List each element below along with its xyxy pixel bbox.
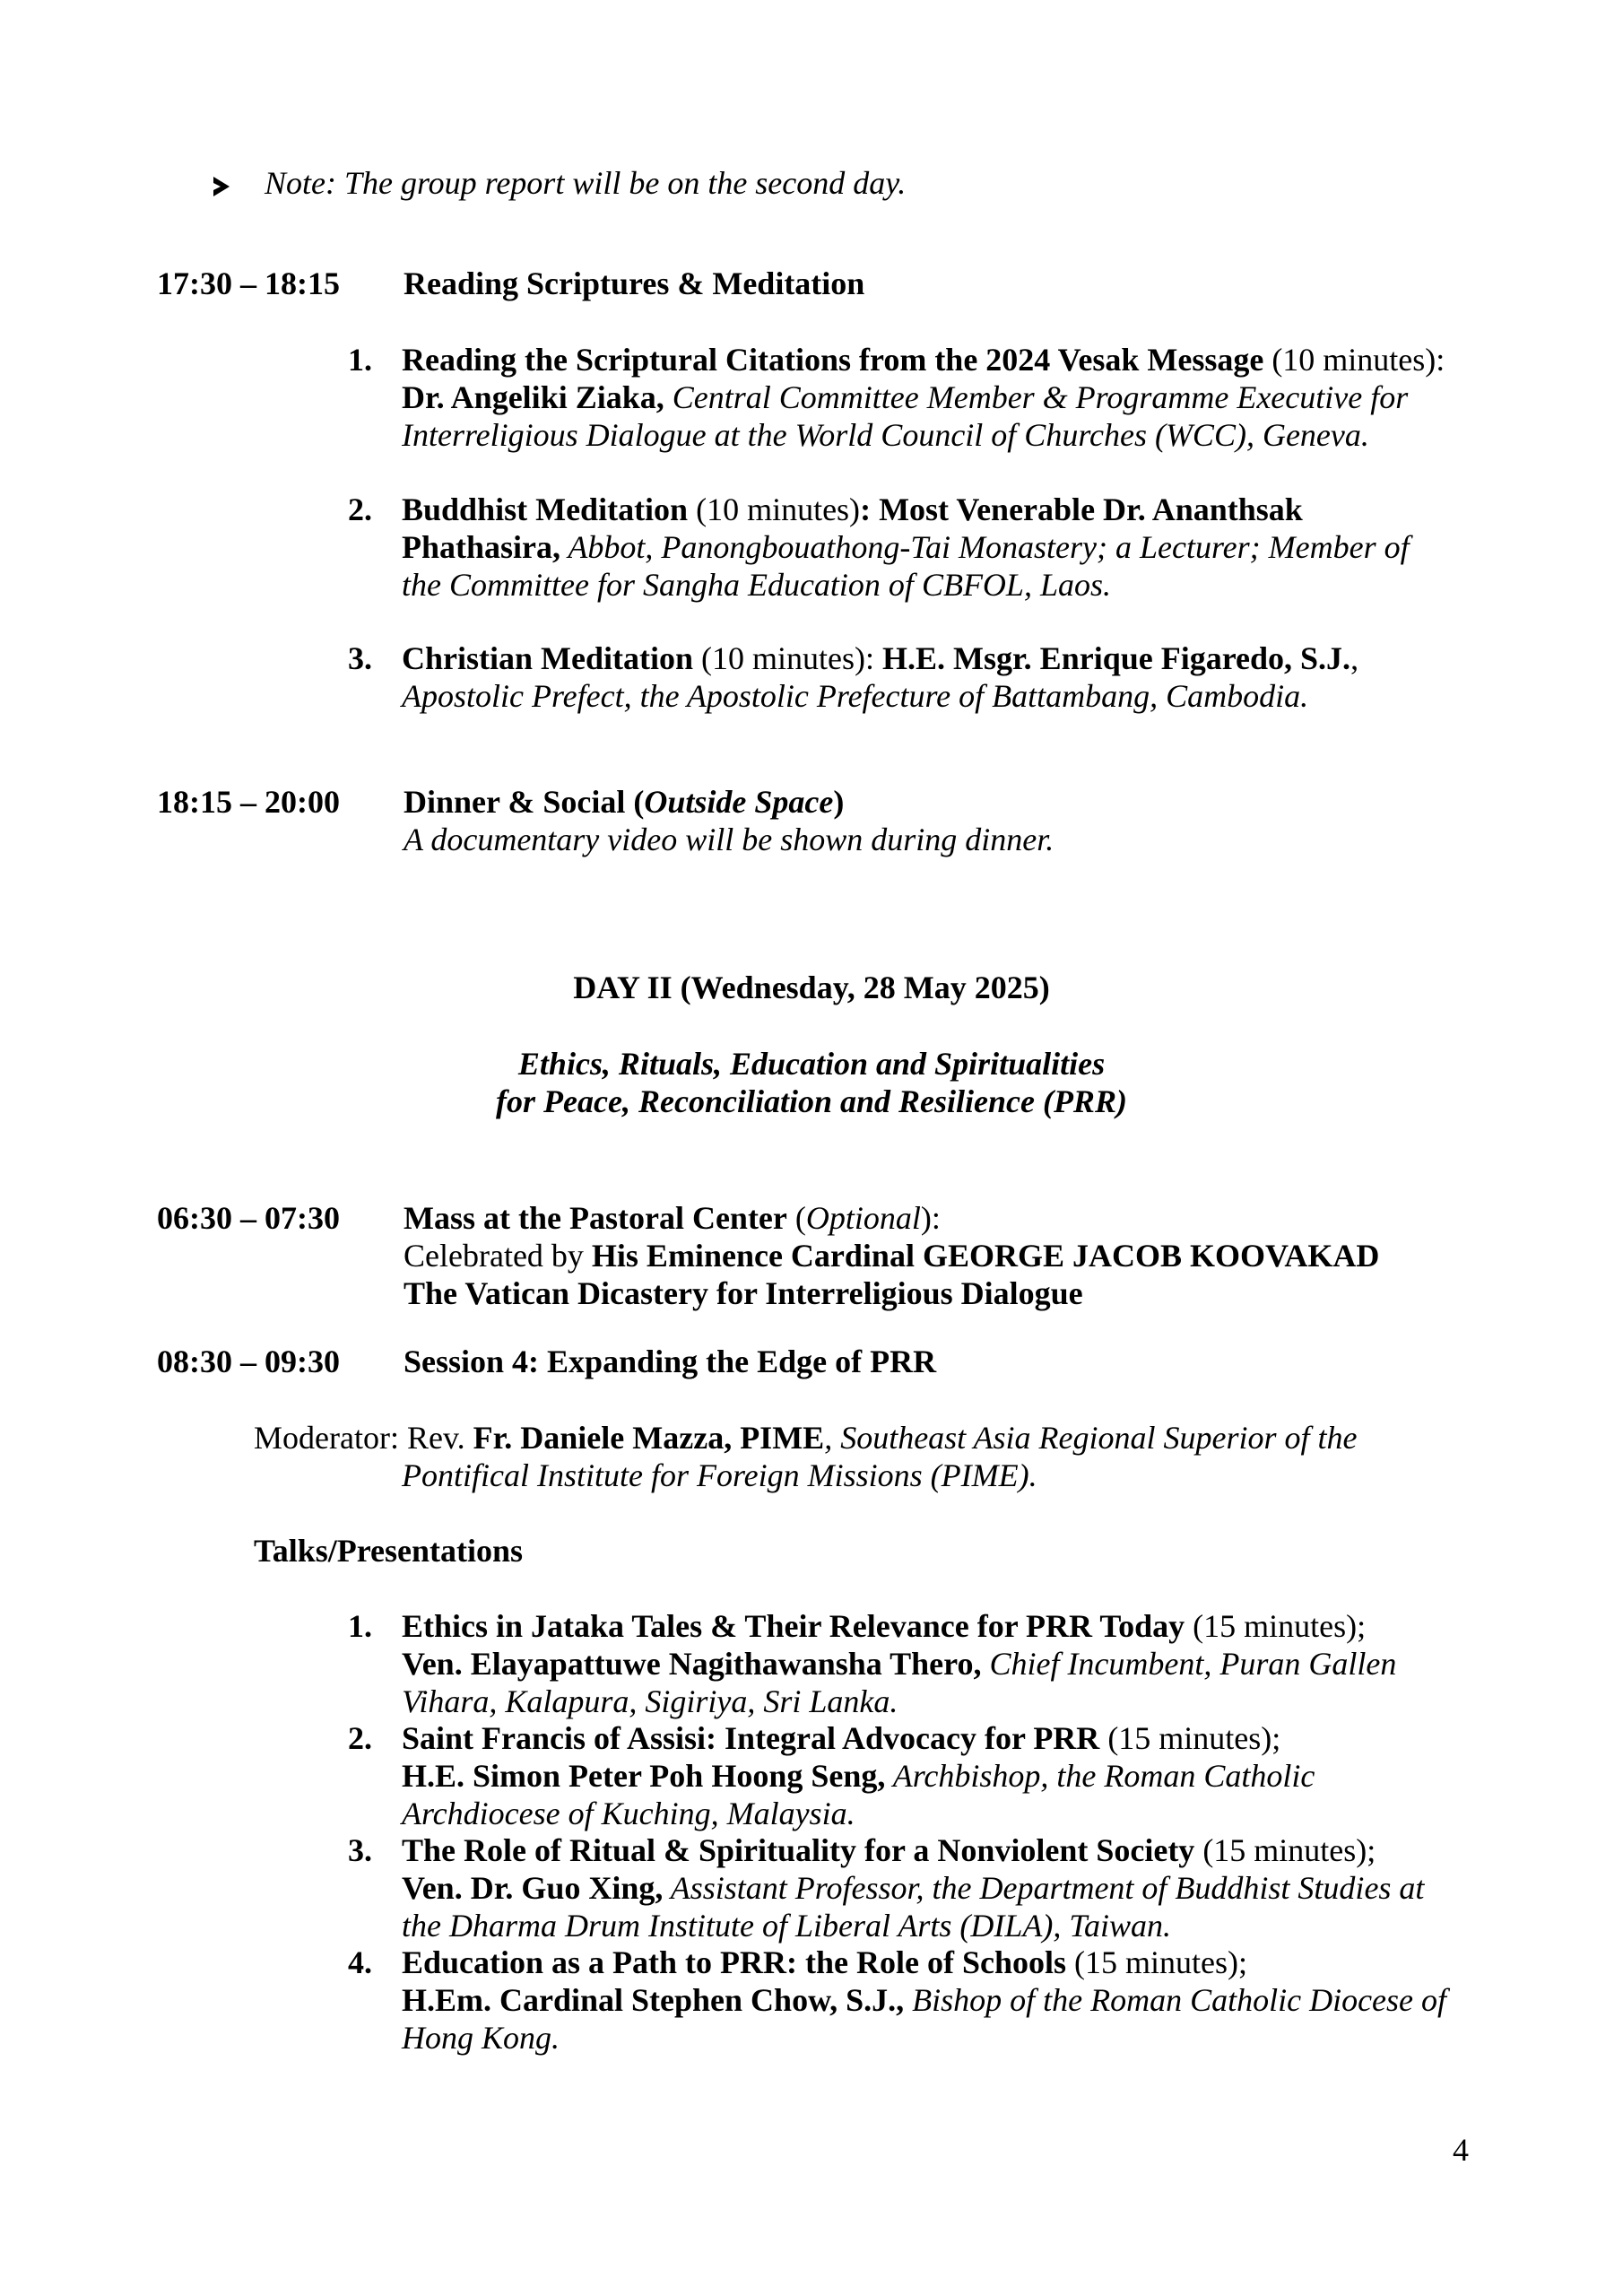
day-theme: Ethics, Rituals, Education and Spiritualities xyxy=(517,1046,1106,1082)
speaker-name: Ven. Elayapattuwe Nagithawansha Thero, xyxy=(402,1646,982,1682)
optional-label: Optional xyxy=(805,1200,921,1236)
list-number: 3. xyxy=(348,640,372,676)
session-time: 17:30 – 18:15 xyxy=(157,265,340,301)
list-item xyxy=(402,491,1567,604)
note-bullet xyxy=(213,164,230,202)
list-item xyxy=(402,1607,1567,1720)
list-item xyxy=(402,1944,1567,2057)
celebrant-name: His Eminence Cardinal GEORGE JACOB KOOVAKAD xyxy=(591,1238,1380,1274)
item-title: Education as a Path to PRR: the Role of Schools xyxy=(402,1944,1067,1980)
speaker-name: Ven. Dr. Guo Xing, xyxy=(402,1870,664,1906)
item-title: The Role of Ritual & Spirituality for a Nonviolent Society xyxy=(402,1832,1195,1868)
speaker-desc: Apostolic Prefect, the Apostolic Prefecture of Battambang, Cambodia. xyxy=(402,678,1309,714)
list-number: 3. xyxy=(348,1832,372,1868)
session-time: 08:30 – 09:30 xyxy=(157,1344,340,1379)
list-number: 2. xyxy=(348,1720,372,1756)
session-time: 18:15 – 20:00 xyxy=(157,784,340,820)
session-block xyxy=(404,783,1569,858)
moderator-desc-cont: Pontifical Institute for Foreign Missions (PIME). xyxy=(402,1457,1037,1493)
note-text: Note: The group report will be on the second day. xyxy=(265,165,907,201)
day-theme-cont: for Peace, Reconciliation and Resilience (PRR) xyxy=(496,1083,1127,1119)
list-item xyxy=(402,341,1567,454)
item-duration: (15 minutes); xyxy=(1185,1608,1367,1644)
item-duration: (15 minutes); xyxy=(1066,1944,1247,1980)
speaker-desc: Assistant Professor, the Department of Buddhist Studies at xyxy=(663,1870,1425,1906)
speaker-name: H.E. Simon Peter Poh Hoong Seng, xyxy=(402,1758,886,1794)
list-number: 4. xyxy=(348,1944,372,1980)
item-title: Saint Francis of Assisi: Integral Advocacy for PRR xyxy=(402,1720,1100,1756)
speaker-name: Dr. Angeliki Ziaka, xyxy=(402,379,664,415)
paren-open: ( xyxy=(786,1200,806,1236)
speaker-desc: Bishop of the Roman Catholic Diocese of xyxy=(904,1982,1447,2018)
talks-heading: Talks/Presentations xyxy=(254,1533,524,1569)
speaker-desc: Chief Incumbent, Puran Gallen xyxy=(981,1646,1397,1682)
speaker-name: H.E. Msgr. Enrique Figaredo, S.J. xyxy=(882,640,1351,676)
session-block xyxy=(404,1199,1569,1312)
session-location: Outside Space xyxy=(644,784,834,820)
speaker-desc-cont: the Dharma Drum Institute of Liberal Arts (DILA), Taiwan. xyxy=(402,1908,1172,1944)
page-number: 4 xyxy=(1453,2132,1469,2168)
list-number: 1. xyxy=(348,1608,372,1644)
celebrant-label: Celebrated by xyxy=(404,1238,592,1274)
list-number: 1. xyxy=(348,342,372,378)
speaker-name-cont: Phathasira, xyxy=(402,529,561,565)
speaker-desc: Abbot, Panongbouathong-Tai Monastery; a Lecturer; Member of xyxy=(560,529,1410,565)
list-item xyxy=(402,1719,1567,1832)
session-title: Mass at the Pastoral Center xyxy=(404,1200,787,1236)
moderator-label: Moderator: Rev. xyxy=(254,1420,473,1456)
item-duration: (10 minutes): xyxy=(693,640,882,676)
moderator-desc: , Southeast Asia Regional Superior of the xyxy=(824,1420,1358,1456)
speaker-desc-cont: Archdiocese of Kuching, Malaysia. xyxy=(402,1796,855,1831)
speaker-name: Most Venerable Dr. Ananthsak xyxy=(871,491,1303,527)
speaker-name: H.Em. Cardinal Stephen Chow, S.J., xyxy=(402,1982,905,2018)
speaker-desc-cont: the Committee for Sangha Education of CBFOL, Laos. xyxy=(402,567,1111,603)
session-time: 06:30 – 07:30 xyxy=(157,1200,340,1236)
item-duration: (15 minutes); xyxy=(1099,1720,1281,1756)
item-colon: : xyxy=(860,491,872,527)
item-comma: , xyxy=(1350,640,1359,676)
list-number: 2. xyxy=(348,491,372,527)
session-desc: A documentary video will be shown during dinner. xyxy=(404,822,1055,857)
speaker-desc-cont: Interreligious Dialogue at the World Council of Churches (WCC), Geneva. xyxy=(402,417,1369,453)
session-title: Reading Scriptures & Meditation xyxy=(404,265,865,301)
moderator-line xyxy=(254,1419,1358,1457)
list-item xyxy=(402,639,1567,715)
speaker-desc: Archbishop, the Roman Catholic xyxy=(885,1758,1315,1794)
list-item xyxy=(402,1831,1567,1944)
day-heading: DAY II (Wednesday, 28 May 2025) xyxy=(573,970,1050,1005)
moderator-name: Fr. Daniele Mazza, PIME xyxy=(473,1420,825,1456)
item-title: Buddhist Meditation xyxy=(402,491,689,527)
item-duration: (10 minutes): xyxy=(1263,342,1445,378)
speaker-desc-cont: Vihara, Kalapura, Sigiriya, Sri Lanka. xyxy=(402,1683,898,1719)
item-title: Christian Meditation xyxy=(402,640,694,676)
item-title: Ethics in Jataka Tales & Their Relevance for PRR Today xyxy=(402,1608,1185,1644)
session-title: Session 4: Expanding the Edge of PRR xyxy=(404,1344,937,1379)
speaker-desc-cont: Hong Kong. xyxy=(402,2020,560,2056)
item-duration: (10 minutes) xyxy=(688,491,861,527)
paren-close: ): xyxy=(920,1200,941,1236)
session-title-end: ) xyxy=(833,784,845,820)
arrow-bullet-icon xyxy=(213,177,230,196)
item-title: Reading the Scriptural Citations from the 2024 Vesak Message xyxy=(402,342,1264,378)
session-title: Dinner & Social ( xyxy=(404,784,645,820)
speaker-desc: Central Committee Member & Programme Executive for xyxy=(664,379,1409,415)
item-duration: (15 minutes); xyxy=(1194,1832,1376,1868)
celebrant-org: The Vatican Dicastery for Interreligious Dialogue xyxy=(404,1275,1083,1311)
